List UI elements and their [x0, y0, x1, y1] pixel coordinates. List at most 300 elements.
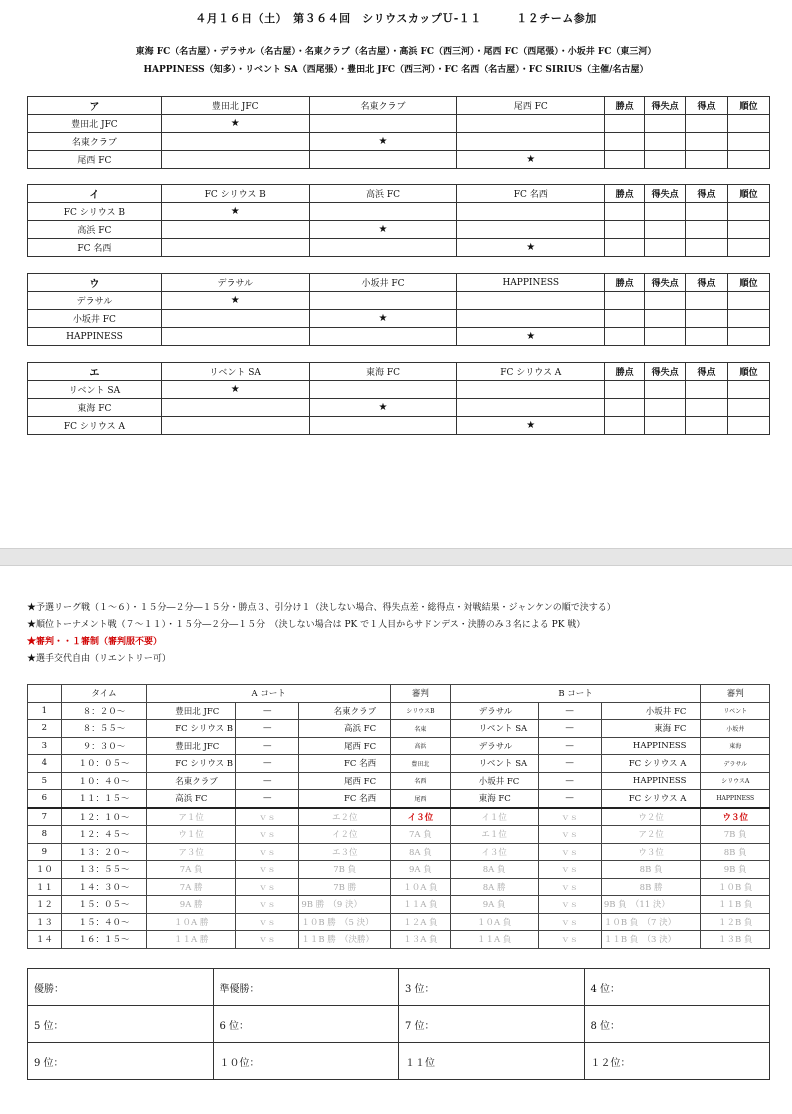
stat-cell	[645, 133, 686, 151]
group-table	[27, 362, 770, 435]
stat-cell	[728, 292, 770, 310]
group-row-team: 尾西 FC	[28, 151, 162, 169]
stat-cell	[645, 328, 686, 346]
court-b-team-1: 8A 負	[450, 861, 538, 879]
stat-cell	[605, 115, 645, 133]
stat-header: 順位	[728, 274, 770, 292]
court-b-referee: リベント	[701, 702, 770, 720]
court-a-versus: —	[236, 702, 299, 720]
schedule-row	[28, 861, 770, 879]
match-result-cell	[457, 381, 605, 399]
stat-header: 得点	[686, 97, 728, 115]
schedule-time-header: タイム	[61, 685, 146, 703]
court-a-team-2: 尾西 FC	[299, 772, 391, 790]
group-team-row	[28, 151, 770, 169]
match-number: 3	[28, 737, 62, 755]
stat-header: 順位	[727, 185, 769, 203]
court-a-referee: シリウスB	[391, 702, 451, 720]
match-result-cell	[457, 399, 605, 417]
match-result-cell	[161, 328, 309, 346]
match-time: １６：１５～	[61, 931, 146, 949]
match-number: １０	[28, 861, 62, 879]
match-time: ９：３０～	[61, 737, 146, 755]
court-b-versus: ｖｓ	[538, 843, 601, 861]
schedule-row	[28, 720, 770, 738]
stat-cell	[645, 310, 686, 328]
court-b-referee: １１B 負	[701, 896, 770, 914]
schedule-row	[28, 808, 770, 826]
court-a-team-1: 豊田北 JFC	[147, 702, 236, 720]
teams-line-1: 東海 FC（名古屋）・デラサル（名古屋）・名東クラブ（名古屋）・高浜 FC（西三河）・尾西 FC（西尾張）・小坂井 FC（東三河）	[135, 47, 657, 57]
stat-cell	[605, 399, 645, 417]
court-a-team-1: ア１位	[147, 808, 236, 826]
schedule-row	[28, 931, 770, 949]
court-a-referee: 豊田北	[391, 755, 451, 773]
court-a-versus: —	[236, 772, 299, 790]
self-match-star: ★	[457, 328, 605, 346]
standing-slot: 9 位：	[28, 1043, 214, 1080]
court-b-referee: 7B 負	[701, 826, 770, 844]
note-referee: ★審判・・１審制（審判服不要）	[27, 637, 163, 647]
group-team-row	[28, 221, 770, 239]
court-b-team-1: 8A 勝	[450, 878, 538, 896]
match-result-cell	[309, 381, 457, 399]
standing-slot: 準優勝：	[213, 969, 399, 1006]
court-b-referee: １２B 負	[701, 913, 770, 931]
stat-header: 得失点	[645, 363, 686, 381]
stat-cell	[686, 239, 728, 257]
court-a-team-1: ウ１位	[147, 826, 236, 844]
stat-cell	[645, 292, 686, 310]
stat-header: 得点	[686, 185, 728, 203]
stat-cell	[728, 133, 770, 151]
stat-header: 勝点	[605, 363, 645, 381]
court-a-team-1: 9A 勝	[147, 896, 236, 914]
stat-cell	[605, 239, 645, 257]
match-result-cell	[309, 203, 457, 221]
note-league: ★予選リーグ戦（１～６）・１５分―２分―１５分・勝点３、引分け１（決しない場合、得失点差・総得点・対戦結果・ジャンケンの順で決する）	[27, 603, 616, 613]
court-b-team-1: １０A 負	[450, 913, 538, 931]
stat-cell	[727, 221, 769, 239]
court-a-team-2: １１B 勝 （決勝）	[299, 931, 391, 949]
group-column-team: リベント SA	[161, 363, 309, 381]
stat-header: 勝点	[605, 185, 645, 203]
schedule-row	[28, 790, 770, 808]
court-a-header: A コート	[147, 685, 391, 703]
stat-cell	[645, 221, 686, 239]
schedule-row	[28, 843, 770, 861]
group-label: エ	[28, 363, 162, 381]
group-team-row	[28, 292, 770, 310]
court-a-team-2: エ３位	[299, 843, 391, 861]
court-b-team-2: ウ３位	[601, 843, 701, 861]
group-team-row	[28, 203, 770, 221]
match-time: １１：１５～	[61, 790, 146, 808]
group-row-team: 小坂井 FC	[28, 310, 162, 328]
court-b-team-1: 東海 FC	[450, 790, 538, 808]
court-b-versus: —	[538, 755, 601, 773]
court-b-referee: 東海	[701, 737, 770, 755]
stat-header: 順位	[728, 97, 770, 115]
match-number: １３	[28, 913, 62, 931]
stat-cell	[645, 151, 686, 169]
court-a-team-2: 9B 勝 （9 決）	[299, 896, 391, 914]
court-b-team-2: 8B 負	[601, 861, 701, 879]
match-number: 8	[28, 826, 62, 844]
group-table	[27, 96, 770, 169]
court-a-team-2: 7B 負	[299, 861, 391, 879]
match-number: 5	[28, 772, 62, 790]
match-result-cell	[161, 151, 309, 169]
court-b-team-1: イ１位	[450, 808, 538, 826]
match-result-cell	[161, 221, 309, 239]
group-row-team: HAPPINESS	[28, 328, 162, 346]
group-row-team: 東海 FC	[28, 399, 162, 417]
court-a-versus: ｖｓ	[236, 808, 299, 826]
schedule-row	[28, 896, 770, 914]
court-b-versus: —	[538, 720, 601, 738]
page-two	[0, 566, 792, 1114]
stat-header: 勝点	[605, 97, 645, 115]
stat-cell	[686, 133, 728, 151]
stat-cell	[645, 417, 686, 435]
self-match-star: ★	[309, 221, 457, 239]
stat-cell	[605, 203, 645, 221]
self-match-star: ★	[161, 292, 309, 310]
stat-header: 順位	[727, 363, 769, 381]
standing-slot: １２位：	[584, 1043, 770, 1080]
court-b-referee: 小坂井	[701, 720, 770, 738]
group-header-row	[28, 97, 770, 115]
court-b-referee: HAPPINESS	[701, 790, 770, 808]
group-team-row	[28, 417, 770, 435]
group-column-team: 高浜 FC	[309, 185, 457, 203]
group-row-team: FC シリウス A	[28, 417, 162, 435]
court-b-team-2: FC シリウス A	[601, 790, 701, 808]
match-number: 7	[28, 808, 62, 826]
match-result-cell	[309, 417, 457, 435]
match-number: 2	[28, 720, 62, 738]
stat-cell	[605, 328, 645, 346]
court-a-team-1: 豊田北 JFC	[147, 737, 236, 755]
schedule-no-header	[28, 685, 62, 703]
court-a-referee: 8A 負	[391, 843, 451, 861]
standing-slot: 5 位：	[28, 1006, 214, 1043]
court-b-team-2: 小坂井 FC	[601, 702, 701, 720]
stat-cell	[645, 381, 686, 399]
schedule-row	[28, 702, 770, 720]
stat-header: 得点	[686, 363, 728, 381]
note-substitution: ★選手交代自由（リエントリー可）	[27, 654, 171, 664]
schedule-row	[28, 826, 770, 844]
stat-cell	[727, 239, 769, 257]
match-number: 9	[28, 843, 62, 861]
match-result-cell	[309, 115, 457, 133]
court-a-team-1: 名東クラブ	[147, 772, 236, 790]
court-b-team-2: 9B 負 （11 決）	[601, 896, 701, 914]
match-number: １１	[28, 878, 62, 896]
match-number: 1	[28, 702, 62, 720]
schedule-row	[28, 913, 770, 931]
court-a-team-2: 高浜 FC	[299, 720, 391, 738]
final-standings-table	[27, 968, 770, 1080]
court-b-team-1: イ３位	[450, 843, 538, 861]
match-number: 4	[28, 755, 62, 773]
standings-row	[28, 1043, 770, 1080]
court-a-referee: 高浜	[391, 737, 451, 755]
self-match-star: ★	[161, 203, 309, 221]
court-b-versus: ｖｓ	[538, 931, 601, 949]
stat-cell	[686, 292, 728, 310]
court-a-versus: —	[236, 737, 299, 755]
standing-slot: １１位	[399, 1043, 585, 1080]
group-row-team: 名東クラブ	[28, 133, 162, 151]
standing-slot: 4 位：	[584, 969, 770, 1006]
court-b-versus: —	[538, 790, 601, 808]
self-match-star: ★	[161, 115, 309, 133]
stat-cell	[605, 133, 645, 151]
standings-row	[28, 1006, 770, 1043]
court-b-referee: 9B 負	[701, 861, 770, 879]
match-time: １２：１０～	[61, 808, 146, 826]
match-number: １２	[28, 896, 62, 914]
group-team-row	[28, 328, 770, 346]
court-a-referee: 9A 負	[391, 861, 451, 879]
court-a-versus: —	[236, 720, 299, 738]
court-a-referee: イ３位	[391, 808, 451, 826]
group-team-row	[28, 115, 770, 133]
match-result-cell	[457, 203, 605, 221]
group-column-team: 小坂井 FC	[309, 274, 457, 292]
self-match-star: ★	[457, 239, 605, 257]
match-time: １０：０５～	[61, 755, 146, 773]
stat-cell	[686, 417, 728, 435]
group-label: ウ	[28, 274, 162, 292]
group-column-team: FC シリウス A	[457, 363, 605, 381]
match-result-cell	[457, 221, 605, 239]
group-column-team: デラサル	[161, 274, 309, 292]
stat-cell	[686, 399, 728, 417]
stat-header: 得失点	[645, 97, 686, 115]
court-a-team-2: １０B 勝 （5 決）	[299, 913, 391, 931]
group-column-team: 東海 FC	[309, 363, 457, 381]
standing-slot: 7 位：	[399, 1006, 585, 1043]
stat-header: 得点	[686, 274, 728, 292]
court-b-team-2: 8B 勝	[601, 878, 701, 896]
court-a-team-1: 7A 負	[147, 861, 236, 879]
court-b-versus: —	[538, 737, 601, 755]
schedule-row	[28, 878, 770, 896]
group-team-row	[28, 310, 770, 328]
court-b-team-2: １１B 負 （3 決）	[601, 931, 701, 949]
group-column-team: 名東クラブ	[309, 97, 457, 115]
court-a-team-2: 7B 勝	[299, 878, 391, 896]
court-b-team-1: エ１位	[450, 826, 538, 844]
self-match-star: ★	[309, 133, 457, 151]
match-number: 6	[28, 790, 62, 808]
match-time: ８：５５～	[61, 720, 146, 738]
stat-cell	[605, 310, 645, 328]
court-a-team-1: 7A 勝	[147, 878, 236, 896]
stat-cell	[605, 292, 645, 310]
group-column-team: FC 名西	[457, 185, 605, 203]
stat-cell	[728, 328, 770, 346]
page-title: ４月１６日（土） 第３６４回 シリウスカップＵ-１１ １２チーム参加	[195, 12, 597, 25]
group-header-row	[28, 185, 770, 203]
court-b-versus: ｖｓ	[538, 808, 601, 826]
court-a-versus: ｖｓ	[236, 913, 299, 931]
match-time: １０：４０～	[61, 772, 146, 790]
court-a-referee: １０A 負	[391, 878, 451, 896]
match-result-cell	[457, 310, 605, 328]
court-b-team-2: FC シリウス A	[601, 755, 701, 773]
note-tournament: ★順位トーナメント戦（７～１１）・１５分―２分―１５分 （決しない場合は PK で１人目からサドンデス・決勝のみ３名による PK 戦）	[27, 620, 586, 630]
court-a-versus: ｖｓ	[236, 843, 299, 861]
match-number: １４	[28, 931, 62, 949]
court-b-team-1: リベント SA	[450, 755, 538, 773]
court-a-team-1: FC シリウス B	[147, 755, 236, 773]
court-b-team-2: １０B 負 （7 決）	[601, 913, 701, 931]
match-result-cell	[161, 399, 309, 417]
court-a-team-2: エ２位	[299, 808, 391, 826]
schedule-header-row	[28, 685, 770, 703]
court-b-team-2: HAPPINESS	[601, 772, 701, 790]
match-result-cell	[457, 292, 605, 310]
stat-cell	[605, 417, 645, 435]
stat-cell	[645, 399, 686, 417]
group-label: イ	[28, 185, 162, 203]
page-separator	[0, 548, 792, 566]
court-b-team-2: 東海 FC	[601, 720, 701, 738]
stat-cell	[645, 115, 686, 133]
match-time: １３：５５～	[61, 861, 146, 879]
stat-cell	[686, 151, 728, 169]
court-b-team-1: デラサル	[450, 702, 538, 720]
stat-cell	[728, 151, 770, 169]
stat-header: 得失点	[645, 274, 686, 292]
group-team-row	[28, 133, 770, 151]
match-time: １５：４０～	[61, 913, 146, 931]
court-a-team-1: １０A 勝	[147, 913, 236, 931]
stat-cell	[605, 221, 645, 239]
court-b-team-1: 9A 負	[450, 896, 538, 914]
court-b-referee: 8B 負	[701, 843, 770, 861]
group-column-team: 尾西 FC	[457, 97, 605, 115]
match-result-cell	[309, 151, 457, 169]
court-b-team-2: ウ２位	[601, 808, 701, 826]
match-result-cell	[457, 133, 605, 151]
self-match-star: ★	[457, 417, 605, 435]
stat-cell	[686, 221, 728, 239]
stat-cell	[727, 417, 769, 435]
stat-cell	[686, 115, 728, 133]
group-header-row	[28, 274, 770, 292]
court-b-team-1: デラサル	[450, 737, 538, 755]
court-b-versus: ｖｓ	[538, 861, 601, 879]
court-a-referee: 7A 負	[391, 826, 451, 844]
match-result-cell	[457, 115, 605, 133]
court-a-versus: —	[236, 790, 299, 808]
stat-cell	[686, 328, 728, 346]
court-a-versus: ｖｓ	[236, 896, 299, 914]
group-team-row	[28, 399, 770, 417]
standing-slot: 3 位：	[399, 969, 585, 1006]
self-match-star: ★	[309, 399, 457, 417]
stat-cell	[605, 381, 645, 399]
match-result-cell	[161, 133, 309, 151]
stat-cell	[686, 310, 728, 328]
court-a-referee: 尾西	[391, 790, 451, 808]
stat-cell	[645, 239, 686, 257]
stat-cell	[728, 310, 770, 328]
court-b-referee: シリウスA	[701, 772, 770, 790]
court-a-versus: ｖｓ	[236, 878, 299, 896]
group-row-team: FC 名西	[28, 239, 162, 257]
court-b-versus: ｖｓ	[538, 878, 601, 896]
court-a-referee: 名東	[391, 720, 451, 738]
referee-a-header: 審判	[391, 685, 451, 703]
court-b-versus: —	[538, 772, 601, 790]
court-a-team-1: １１A 勝	[147, 931, 236, 949]
group-row-team: デラサル	[28, 292, 162, 310]
court-b-referee: ウ３位	[701, 808, 770, 826]
match-result-cell	[309, 328, 457, 346]
court-b-team-1: １１A 負	[450, 931, 538, 949]
stat-header: 勝点	[605, 274, 645, 292]
court-a-referee: １３A 負	[391, 931, 451, 949]
court-b-team-2: ア２位	[601, 826, 701, 844]
standing-slot: １０位：	[213, 1043, 399, 1080]
group-column-team: 豊田北 JFC	[161, 97, 309, 115]
schedule-table	[27, 684, 770, 949]
stat-cell	[727, 399, 769, 417]
stat-cell	[727, 381, 769, 399]
match-time: １２：４５～	[61, 826, 146, 844]
group-label: ア	[28, 97, 162, 115]
group-team-row	[28, 239, 770, 257]
court-b-versus: ｖｓ	[538, 896, 601, 914]
group-row-team: FC シリウス B	[28, 203, 162, 221]
group-column-team: FC シリウス B	[161, 185, 309, 203]
standing-slot: 優勝：	[28, 969, 214, 1006]
schedule-row	[28, 772, 770, 790]
stat-cell	[727, 203, 769, 221]
court-b-referee: デラサル	[701, 755, 770, 773]
teams-line-2: HAPPINESS（知多）・リベント SA（西尾張）・豊田北 JFC（西三河）・FC 名西（名古屋）・FC SIRIUS（主催/名古屋）	[143, 65, 649, 75]
court-a-team-2: イ２位	[299, 826, 391, 844]
court-a-team-1: ア３位	[147, 843, 236, 861]
stat-cell	[645, 203, 686, 221]
court-a-referee: 名西	[391, 772, 451, 790]
match-result-cell	[161, 310, 309, 328]
group-table	[27, 184, 770, 257]
court-b-referee: １０B 負	[701, 878, 770, 896]
stat-header: 得失点	[645, 185, 686, 203]
court-a-team-2: FC 名西	[299, 755, 391, 773]
match-result-cell	[161, 239, 309, 257]
group-table	[27, 273, 770, 346]
match-result-cell	[161, 417, 309, 435]
standing-slot: 6 位：	[213, 1006, 399, 1043]
self-match-star: ★	[457, 151, 605, 169]
self-match-star: ★	[161, 381, 309, 399]
stat-cell	[728, 115, 770, 133]
self-match-star: ★	[309, 310, 457, 328]
group-header-row	[28, 363, 770, 381]
standing-slot: 8 位：	[584, 1006, 770, 1043]
group-row-team: リベント SA	[28, 381, 162, 399]
page-one	[0, 0, 792, 548]
